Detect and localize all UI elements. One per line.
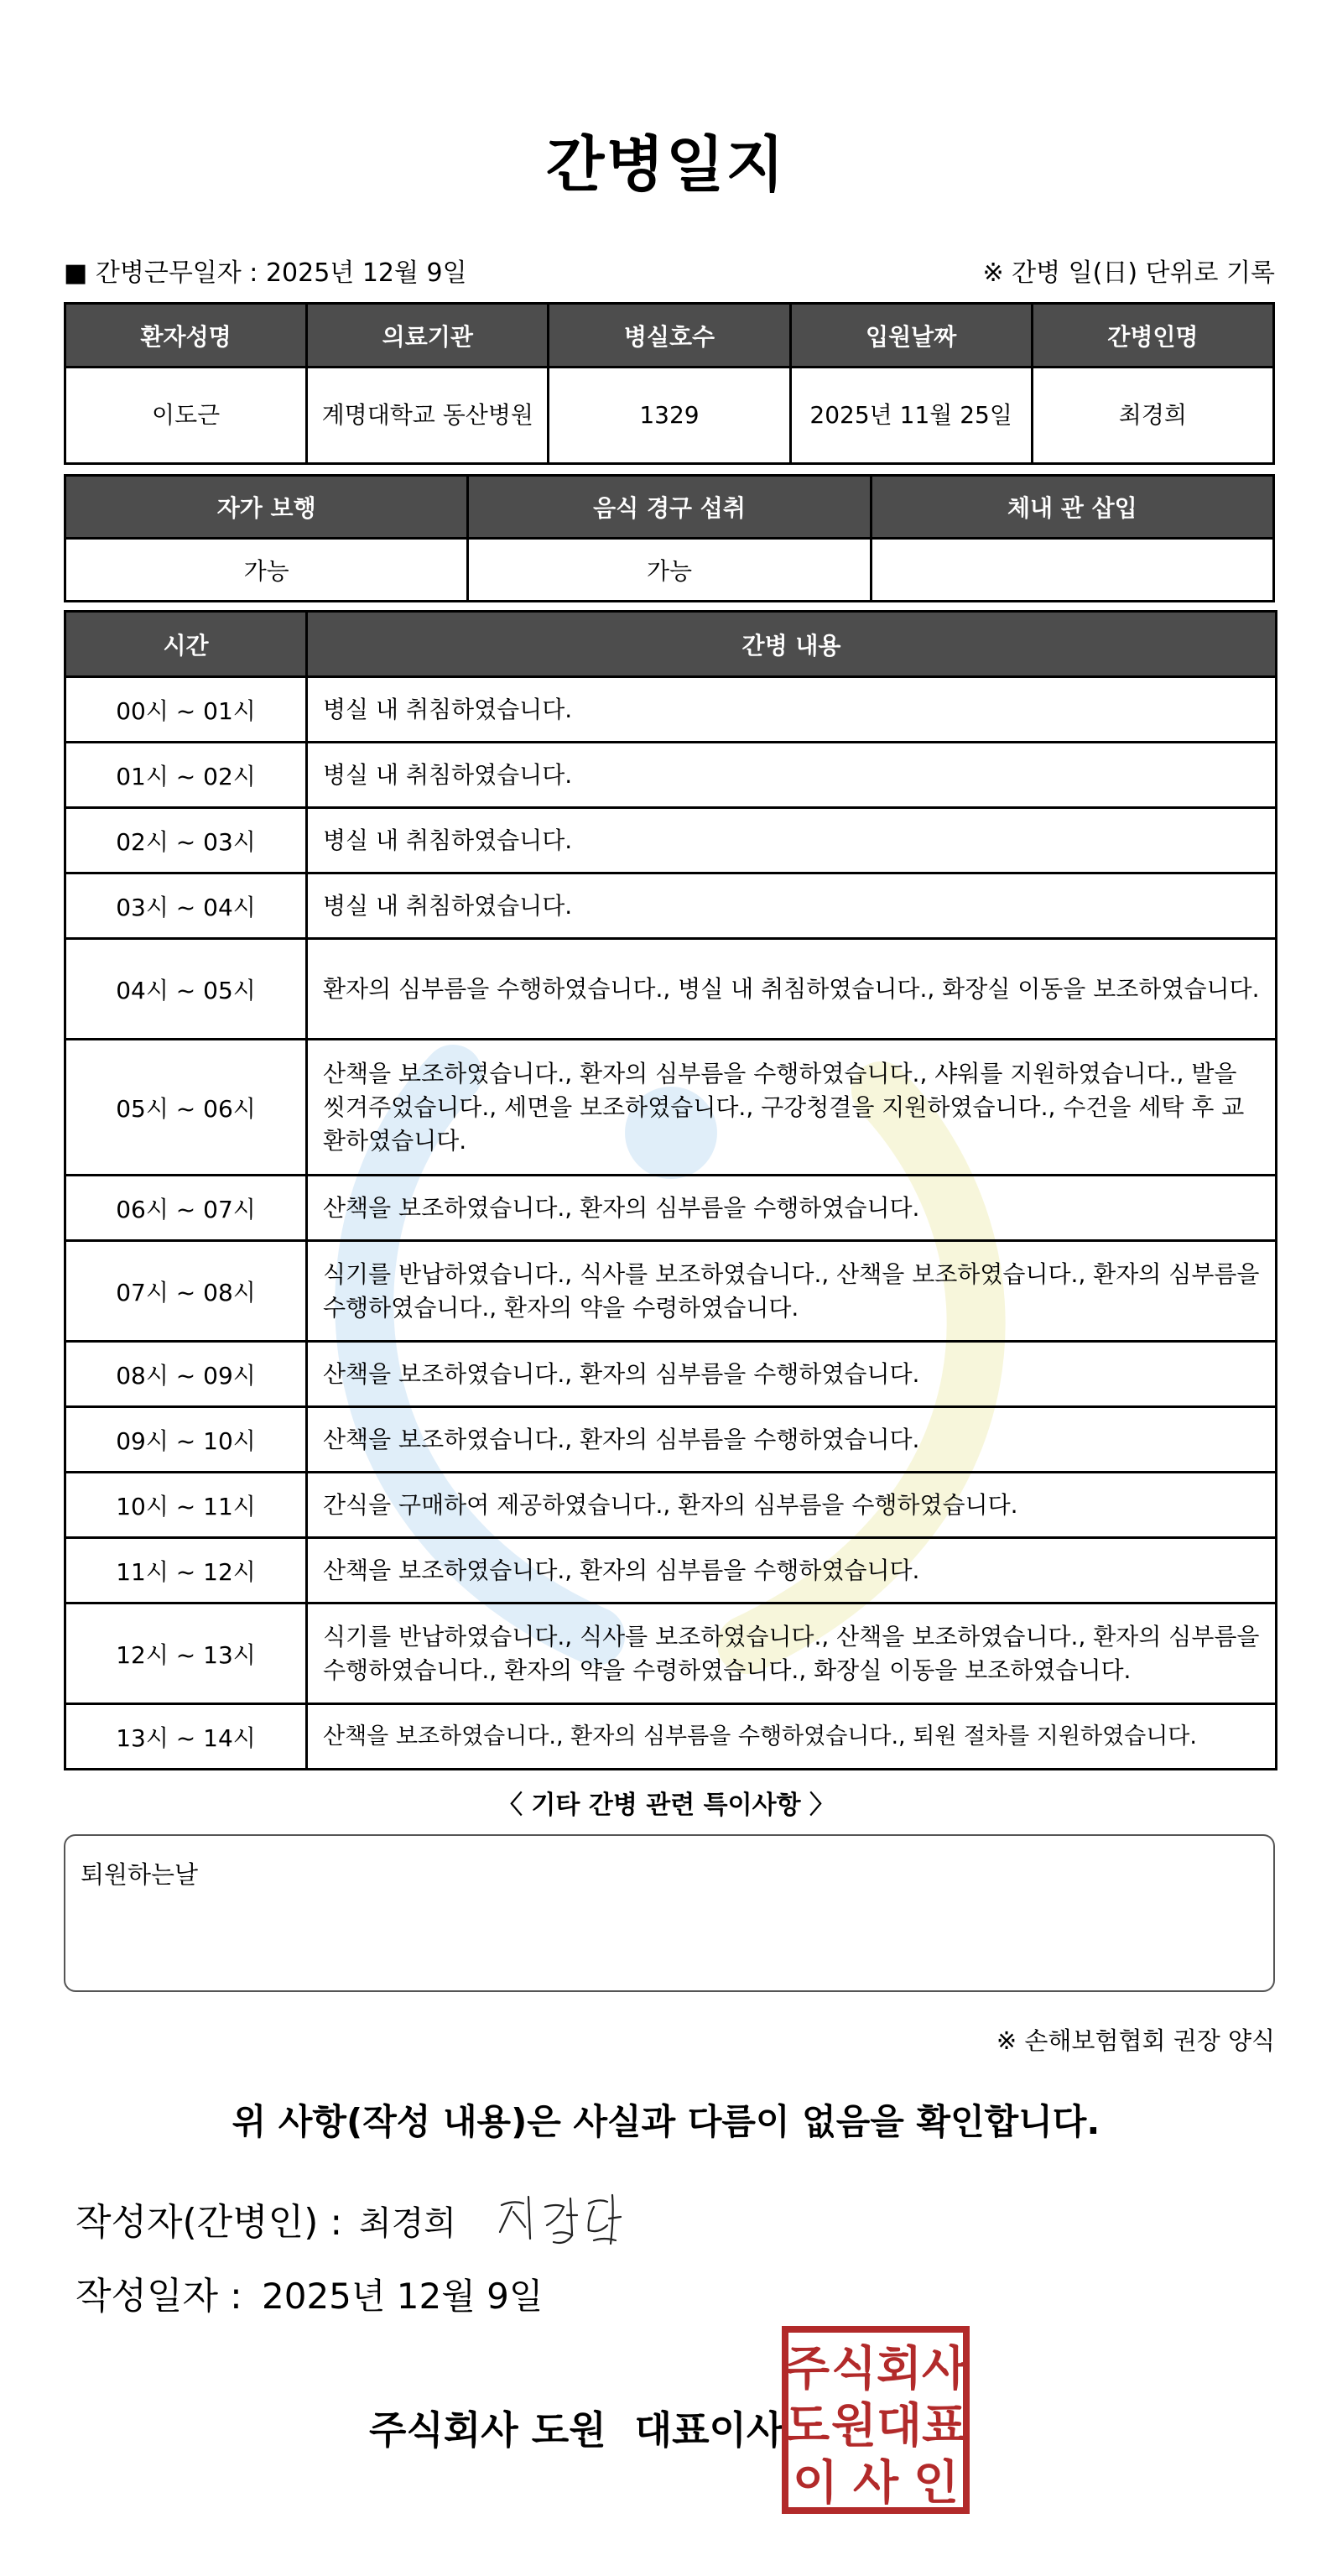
header-self-walking: 자가 보행 [65,476,468,539]
special-notes-text: 퇴원하는날 [81,1860,199,1889]
room-number: 1329 [549,368,790,464]
svg-text:이: 이 [792,2456,839,2511]
table-row [65,1342,1277,1407]
special-notes-title: 〈 기타 간병 관련 특이사항 〉 [497,1791,835,1820]
table-row [65,1538,1277,1603]
log-time: 00시 ~ 01시 [65,677,307,743]
table-row [65,939,1277,1040]
log-time: 06시 ~ 07시 [65,1176,307,1241]
company-seal-stamp [780,2324,971,2516]
log-content: 산책을 보조하였습니다., 환자의 심부름을 수행하였습니다. [307,1538,1277,1603]
table-row [65,539,1274,602]
table-row [65,677,1277,743]
log-content: 산책을 보조하였습니다., 환자의 심부름을 수행하였습니다. [307,1342,1277,1407]
writer-name: 최경희 [359,2204,456,2243]
patient-name: 이도근 [65,368,307,464]
header-oral-intake: 음식 경구 섭취 [468,476,871,539]
svg-text:사: 사 [921,2342,968,2396]
log-content: 병실 내 취침하였습니다. [307,743,1277,808]
log-content: 병실 내 취침하였습니다. [307,873,1277,939]
recommended-form-note: ※ 손해보험협회 권장 양식 [996,2026,1275,2055]
log-time: 02시 ~ 03시 [65,808,307,873]
written-date-label: 작성일자 : [75,2275,242,2318]
company-name: 주식회사 도원 [369,2407,606,2453]
oral-intake-value: 가능 [468,539,871,602]
log-content: 간식을 구매하여 제공하였습니다., 환자의 심부름을 수행하였습니다. [307,1473,1277,1538]
table-row [65,743,1277,808]
svg-text:표: 표 [921,2399,968,2453]
table-row [65,808,1277,873]
table-row [65,1241,1277,1342]
log-content: 식기를 반납하였습니다., 식사를 보조하였습니다., 산책을 보조하였습니다., 환자의 심부름을 수행하였습니다., 환자의 약을 수령하였습니다., 화장실 이동을 보조하였습니다. [307,1603,1277,1704]
log-time: 07시 ~ 08시 [65,1241,307,1342]
log-content: 병실 내 취침하였습니다. [307,677,1277,743]
svg-text:대: 대 [876,2399,923,2453]
tube-insertion-value [871,539,1273,602]
log-time: 10시 ~ 11시 [65,1473,307,1538]
log-content: 산책을 보조하였습니다., 환자의 심부름을 수행하였습니다., 퇴원 절차를 지원하였습니다. [307,1704,1277,1770]
log-time: 08시 ~ 09시 [65,1342,307,1407]
table-row [65,1040,1277,1176]
hospital-name: 계명대학교 동산병원 [307,368,549,464]
handwritten-signature [495,2182,646,2257]
work-date-value: 2025년 12월 9일 [265,258,467,288]
table-header-row [65,612,1277,677]
log-time: 12시 ~ 13시 [65,1603,307,1704]
log-time: 05시 ~ 06시 [65,1040,307,1176]
table-header-row [65,476,1274,539]
header-admission-date: 입원날짜 [790,304,1032,368]
special-notes-box [64,1834,1275,1992]
page-title: 간병일지 [545,129,787,200]
company-signature-line [369,2400,783,2455]
table-row [65,1603,1277,1704]
patient-status-table [64,474,1275,602]
svg-text:원: 원 [830,2399,877,2453]
svg-text:사: 사 [852,2456,899,2511]
table-row [65,1176,1277,1241]
table-row [65,873,1277,939]
confirmation-statement: 위 사항(작성 내용)은 사실과 다름이 없음을 확인합니다. [232,2101,1100,2142]
header-care-content: 간병 내용 [307,612,1277,677]
written-date-value: 2025년 12월 9일 [262,2276,544,2317]
company-representative-title: 대표이사 [634,2407,784,2453]
log-content: 병실 내 취침하였습니다. [307,808,1277,873]
admission-date: 2025년 11월 25일 [790,368,1032,464]
log-content: 식기를 반납하였습니다., 식사를 보조하였습니다., 산책을 보조하였습니다., 환자의 심부름을 수행하였습니다., 환자의 약을 수령하였습니다. [307,1241,1277,1342]
log-time: 03시 ~ 04시 [65,873,307,939]
log-time: 11시 ~ 12시 [65,1538,307,1603]
header-tube-insertion: 체내 관 삽입 [871,476,1273,539]
log-content: 산책을 보조하였습니다., 환자의 심부름을 수행하였습니다., 샤워를 지원하였습니다., 발을 씻겨주었습니다., 세면을 보조하였습니다., 구강청결을 지원하였습니다., 수건을 세탁 후 교환하였습니다. [307,1040,1277,1176]
log-content: 환자의 심부름을 수행하였습니다., 병실 내 취침하였습니다., 화장실 이동을 보조하였습니다. [307,939,1277,1040]
svg-text:회: 회 [876,2342,923,2396]
table-row [65,1704,1277,1770]
header-caregiver-name: 간병인명 [1032,304,1273,368]
patient-info-table [64,302,1275,465]
svg-text:식: 식 [830,2342,877,2396]
log-content: 산책을 보조하였습니다., 환자의 심부름을 수행하였습니다. [307,1176,1277,1241]
header-hospital: 의료기관 [307,304,549,368]
writer-label: 작성자(간병인) : [75,2201,343,2244]
log-time: 04시 ~ 05시 [65,939,307,1040]
svg-text:도: 도 [783,2399,830,2453]
caregiver-name: 최경희 [1032,368,1273,464]
table-row [65,368,1274,464]
header-room-number: 병실호수 [549,304,790,368]
care-log-table [64,610,1277,1770]
work-date [64,252,467,289]
log-time: 09시 ~ 10시 [65,1407,307,1473]
work-date-label: ■ 간병근무일자 : [64,258,258,288]
table-header-row [65,304,1274,368]
header-time: 시간 [65,612,307,677]
svg-text:주: 주 [783,2342,830,2396]
table-row [65,1407,1277,1473]
log-time: 13시 ~ 14시 [65,1704,307,1770]
self-walking-value: 가능 [65,539,468,602]
table-row [65,1473,1277,1538]
header-patient-name: 환자성명 [65,304,307,368]
log-time: 01시 ~ 02시 [65,743,307,808]
record-unit-note: ※ 간병 일(日) 단위로 기록 [982,258,1275,288]
svg-text:인: 인 [913,2456,960,2511]
log-content: 산책을 보조하였습니다., 환자의 심부름을 수행하였습니다. [307,1407,1277,1473]
